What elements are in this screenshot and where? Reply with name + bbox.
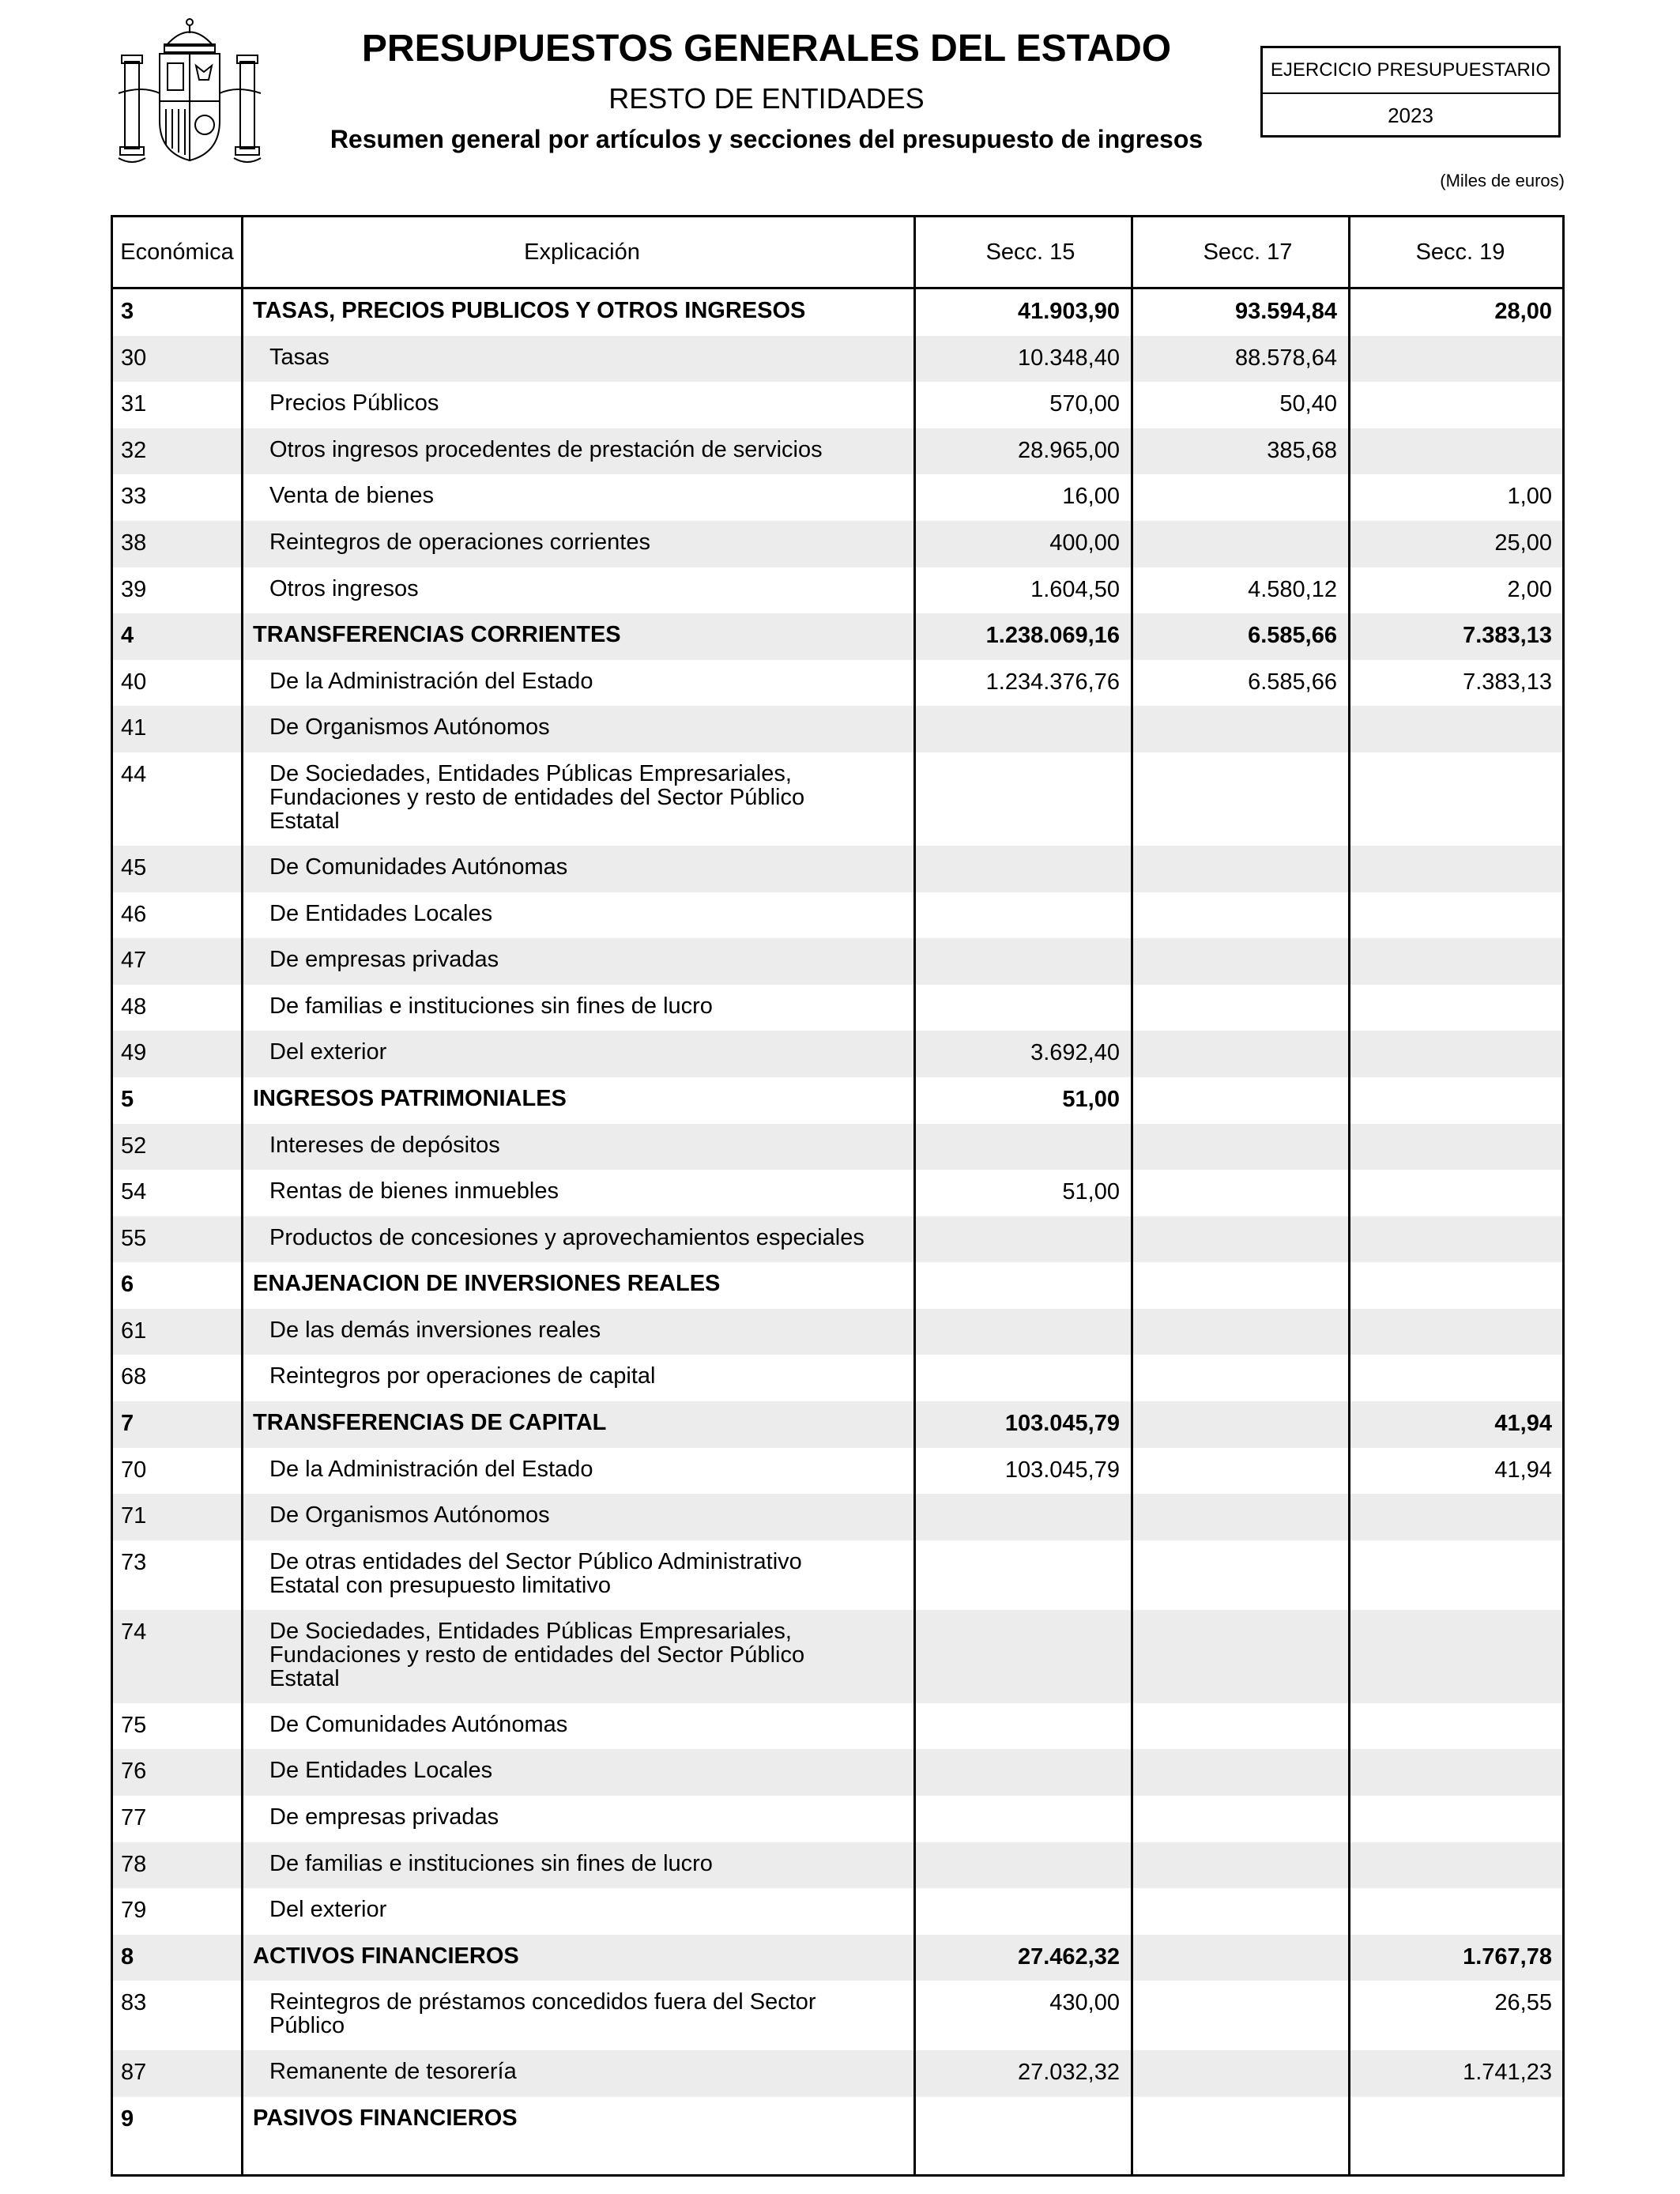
row-code: 83 — [121, 1990, 147, 2016]
table-row — [113, 1981, 1562, 2050]
exercise-year: 2023 — [1388, 104, 1433, 127]
row-description — [269, 438, 823, 462]
row-value-s15: 51,00 — [1062, 1179, 1120, 1205]
row-description-line: Estatal — [269, 808, 340, 834]
table-row — [113, 1170, 1562, 1216]
row-description-line: Fundaciones y resto de entidades del Sector Público — [269, 784, 805, 810]
row-description — [269, 1852, 713, 1875]
row-value-s15: 430,00 — [1049, 1990, 1120, 2016]
row-description-line: Rentas de bienes inmuebles — [269, 1178, 559, 1204]
row-value-s17: 385,68 — [1267, 437, 1337, 463]
row-description-line: De familias e instituciones sin fines de lucro — [269, 1850, 713, 1876]
row-description-line: Reintegros de operaciones corrientes — [269, 529, 650, 555]
row-value-s19: 41,94 — [1494, 1411, 1552, 1437]
table-row — [113, 2097, 1562, 2143]
row-description-line: INGRESOS PATRIMONIALES — [253, 1085, 567, 1111]
column-divider — [241, 217, 243, 2174]
row-description-line: Productos de concesiones y aprovechamientos especiales — [269, 1224, 864, 1250]
coat-of-arms-icon — [111, 14, 269, 172]
table-row — [113, 1842, 1562, 1889]
row-description-line: PASIVOS FINANCIEROS — [253, 2105, 518, 2131]
row-value-s19: 1.741,23 — [1463, 2060, 1552, 2086]
row-description-line: TRANSFERENCIAS DE CAPITAL — [253, 1410, 607, 1436]
row-description-line: De la Administración del Estado — [269, 668, 593, 694]
row-value-s17: 88.578,64 — [1234, 345, 1337, 371]
row-code: 7 — [121, 1411, 134, 1437]
row-code: 49 — [121, 1040, 147, 1066]
row-value-s15: 400,00 — [1049, 530, 1120, 556]
row-description — [269, 1040, 386, 1064]
row-description — [269, 577, 419, 601]
row-code: 9 — [121, 2106, 134, 2132]
row-description-line: Venta de bienes — [269, 483, 435, 509]
row-value-s15: 28.965,00 — [1017, 437, 1120, 463]
row-code: 31 — [121, 391, 147, 417]
row-description — [269, 1318, 601, 1342]
row-code: 78 — [121, 1851, 147, 1877]
row-description — [269, 715, 550, 739]
row-code: 75 — [121, 1712, 147, 1738]
table-body — [113, 289, 1562, 2143]
row-description — [269, 948, 499, 971]
page-subtitle: RESTO DE ENTIDADES — [608, 82, 925, 115]
row-description — [253, 623, 621, 647]
row-code: 4 — [121, 623, 134, 649]
row-description — [269, 1133, 500, 1157]
row-code: 39 — [121, 576, 147, 602]
row-description-line: De Organismos Autónomos — [269, 1502, 550, 1529]
table-row — [113, 892, 1562, 939]
row-value-s17: 6.585,66 — [1248, 669, 1337, 695]
table-row — [113, 1540, 1562, 1610]
table-row — [113, 1610, 1562, 1703]
row-description — [253, 2106, 518, 2130]
row-code: 33 — [121, 484, 147, 510]
row-description — [269, 1179, 559, 1203]
exercise-box — [1260, 46, 1561, 138]
table-row — [113, 1401, 1562, 1448]
row-description-line: Reintegros por operaciones de capital — [269, 1363, 656, 1389]
row-value-s17: 93.594,84 — [1234, 299, 1337, 324]
table-row — [113, 846, 1562, 892]
units-label: (Miles de euros) — [1440, 171, 1565, 190]
row-description — [269, 2060, 517, 2083]
row-description-line: Precios Públicos — [269, 390, 439, 417]
row-description — [269, 1990, 816, 2038]
table-row — [113, 1124, 1562, 1171]
row-code: 47 — [121, 948, 147, 974]
row-description — [269, 1805, 499, 1829]
row-value-s19: 7.383,13 — [1463, 669, 1552, 695]
row-description-line: Otros ingresos procedentes de prestación de servicios — [269, 436, 823, 462]
table-row — [113, 336, 1562, 383]
table-row — [113, 2050, 1562, 2097]
table-row — [113, 289, 1562, 336]
row-value-s15: 1.234.376,76 — [985, 669, 1120, 695]
row-description-line: Fundaciones y resto de entidades del Sector Público — [269, 1642, 805, 1668]
row-value-s15: 27.032,32 — [1017, 2060, 1120, 2086]
row-code: 87 — [121, 2060, 147, 2086]
table-row — [113, 1749, 1562, 1796]
row-value-s15: 10.348,40 — [1017, 345, 1120, 371]
table-row — [113, 428, 1562, 475]
row-description — [269, 762, 804, 833]
row-description-line: De Sociedades, Entidades Públicas Empresariales, — [269, 1618, 792, 1644]
row-description-line: Estatal con presupuesto limitativo — [269, 1572, 611, 1598]
table-row — [113, 567, 1562, 614]
exercise-label: EJERCICIO PRESUPUESTARIO — [1263, 48, 1558, 94]
row-code: 68 — [121, 1364, 147, 1390]
row-description-line: De empresas privadas — [269, 947, 499, 973]
row-description-line: De otras entidades del Sector Público Administrativo — [269, 1548, 802, 1574]
row-code: 55 — [121, 1225, 147, 1251]
page-title: PRESUPUESTOS GENERALES DEL ESTADO — [361, 28, 1172, 70]
row-description-line: De Sociedades, Entidades Públicas Empresariales, — [269, 760, 792, 786]
row-code: 5 — [121, 1086, 134, 1112]
row-description — [269, 1503, 550, 1527]
row-value-s19: 41,94 — [1494, 1457, 1552, 1483]
row-description-line: De Entidades Locales — [269, 1758, 493, 1784]
table-row — [113, 1355, 1562, 1401]
table-row — [113, 1448, 1562, 1495]
row-code: 73 — [121, 1549, 147, 1575]
row-description — [269, 669, 593, 693]
col-header-secc17: Secc. 17 — [1203, 239, 1293, 265]
table-row — [113, 938, 1562, 985]
row-description-line: Estatal — [269, 1665, 340, 1691]
table-row — [113, 660, 1562, 707]
row-value-s19: 28,00 — [1494, 299, 1552, 324]
row-value-s15: 27.462,32 — [1017, 1943, 1120, 1970]
row-value-s15: 103.045,79 — [1004, 1411, 1120, 1437]
table-row — [113, 1262, 1562, 1309]
row-description — [269, 1713, 567, 1736]
row-code: 61 — [121, 1318, 147, 1344]
row-description-line: ACTIVOS FINANCIEROS — [253, 1943, 519, 1969]
row-code: 32 — [121, 437, 147, 463]
row-description-line: Público — [269, 2013, 345, 2039]
column-divider — [1131, 217, 1133, 2174]
row-value-s19: 7.383,13 — [1463, 623, 1552, 649]
table-row — [113, 1077, 1562, 1124]
row-description-line: Reintegros de préstamos concedidos fuera del Sector — [269, 1989, 816, 2015]
row-description-line: De Comunidades Autónomas — [269, 854, 568, 880]
table-header — [113, 217, 1562, 289]
row-code: 8 — [121, 1943, 134, 1970]
row-value-s19: 1.767,78 — [1463, 1943, 1552, 1970]
row-code: 76 — [121, 1759, 147, 1785]
row-description — [269, 1898, 386, 1921]
table-row — [113, 1309, 1562, 1355]
row-code: 77 — [121, 1805, 147, 1831]
row-value-s15: 16,00 — [1062, 484, 1120, 510]
table-row — [113, 1935, 1562, 1981]
row-description — [269, 530, 650, 554]
row-description — [269, 1226, 864, 1250]
row-description-line: De las demás inversiones reales — [269, 1317, 601, 1343]
row-code: 70 — [121, 1457, 147, 1483]
row-description — [269, 391, 439, 415]
row-description — [253, 1272, 720, 1295]
table-row — [113, 382, 1562, 428]
col-header-explicacion: Explicación — [524, 239, 640, 265]
row-code: 44 — [121, 761, 147, 787]
budget-table — [111, 215, 1565, 2177]
row-description — [269, 484, 434, 507]
page-description: Resumen general por artículos y secciones del presupuesto de ingresos — [330, 125, 1203, 153]
row-description-line: TASAS, PRECIOS PUBLICOS Y OTROS INGRESOS — [253, 298, 806, 323]
row-description — [253, 1087, 567, 1110]
row-value-s15: 51,00 — [1062, 1086, 1120, 1112]
table-row — [113, 1703, 1562, 1750]
row-code: 3 — [121, 299, 134, 324]
row-description — [269, 1364, 655, 1388]
table-row — [113, 1031, 1562, 1077]
row-description — [269, 1550, 802, 1597]
row-code: 45 — [121, 854, 147, 880]
table-row — [113, 1796, 1562, 1842]
row-code: 79 — [121, 1898, 147, 1924]
row-description-line: De Comunidades Autónomas — [269, 1711, 568, 1737]
row-description-line: Del exterior — [269, 1897, 387, 1923]
row-description-line: ENAJENACION DE INVERSIONES REALES — [253, 1271, 721, 1297]
row-description — [269, 1457, 593, 1481]
row-code: 71 — [121, 1503, 147, 1529]
row-code: 40 — [121, 669, 147, 695]
table-row — [113, 1494, 1562, 1540]
col-header-secc19: Secc. 19 — [1415, 239, 1505, 265]
row-description — [269, 994, 713, 1018]
table-row — [113, 1216, 1562, 1263]
row-description-line: Intereses de depósitos — [269, 1132, 500, 1158]
row-description-line: De la Administración del Estado — [269, 1456, 593, 1482]
row-description — [269, 345, 330, 369]
row-code: 46 — [121, 901, 147, 927]
row-code: 41 — [121, 715, 147, 741]
row-code: 52 — [121, 1133, 147, 1159]
row-value-s15: 1.238.069,16 — [985, 623, 1120, 649]
row-description-line: TRANSFERENCIAS CORRIENTES — [253, 622, 621, 648]
row-value-s19: 2,00 — [1507, 576, 1552, 602]
row-value-s15: 570,00 — [1049, 391, 1120, 417]
row-value-s15: 1.604,50 — [1030, 576, 1120, 602]
row-value-s19: 25,00 — [1494, 530, 1552, 556]
row-description — [269, 1619, 804, 1691]
row-description-line: Remanente de tesorería — [269, 2059, 517, 2085]
row-description-line: Tasas — [269, 344, 330, 370]
table-row — [113, 1888, 1562, 1935]
row-description — [253, 1944, 519, 1968]
column-divider — [913, 217, 916, 2174]
table-row — [113, 474, 1562, 521]
column-divider — [1348, 217, 1350, 2174]
row-description-line: De familias e instituciones sin fines de lucro — [269, 993, 713, 1019]
table-row — [113, 752, 1562, 846]
row-code: 74 — [121, 1619, 147, 1645]
row-description — [253, 1411, 606, 1434]
table-row — [113, 613, 1562, 660]
col-header-economica: Económica — [120, 239, 234, 265]
row-value-s17: 50,40 — [1279, 391, 1337, 417]
row-value-s17: 4.580,12 — [1248, 576, 1337, 602]
table-row — [113, 521, 1562, 567]
row-description — [269, 902, 492, 925]
row-description-line: De Entidades Locales — [269, 900, 493, 926]
row-code: 6 — [121, 1272, 134, 1298]
row-value-s19: 26,55 — [1494, 1990, 1552, 2016]
row-code: 30 — [121, 345, 147, 371]
row-value-s15: 103.045,79 — [1004, 1457, 1120, 1483]
row-value-s19: 1,00 — [1507, 484, 1552, 510]
row-value-s15: 3.692,40 — [1030, 1040, 1120, 1066]
table-row — [113, 985, 1562, 1031]
row-description — [269, 855, 567, 879]
col-header-secc15: Secc. 15 — [985, 239, 1075, 265]
row-description — [253, 299, 805, 322]
table-row — [113, 706, 1562, 752]
row-description-line: Otros ingresos — [269, 575, 419, 601]
row-description — [269, 1759, 492, 1782]
row-value-s15: 41.903,90 — [1017, 299, 1120, 324]
row-value-s17: 6.585,66 — [1248, 623, 1337, 649]
row-code: 38 — [121, 530, 147, 556]
row-code: 48 — [121, 993, 147, 1020]
row-code: 54 — [121, 1179, 147, 1205]
row-description-line: Del exterior — [269, 1039, 387, 1065]
row-description-line: De empresas privadas — [269, 1804, 499, 1830]
row-description-line: De Organismos Autónomos — [269, 714, 550, 741]
